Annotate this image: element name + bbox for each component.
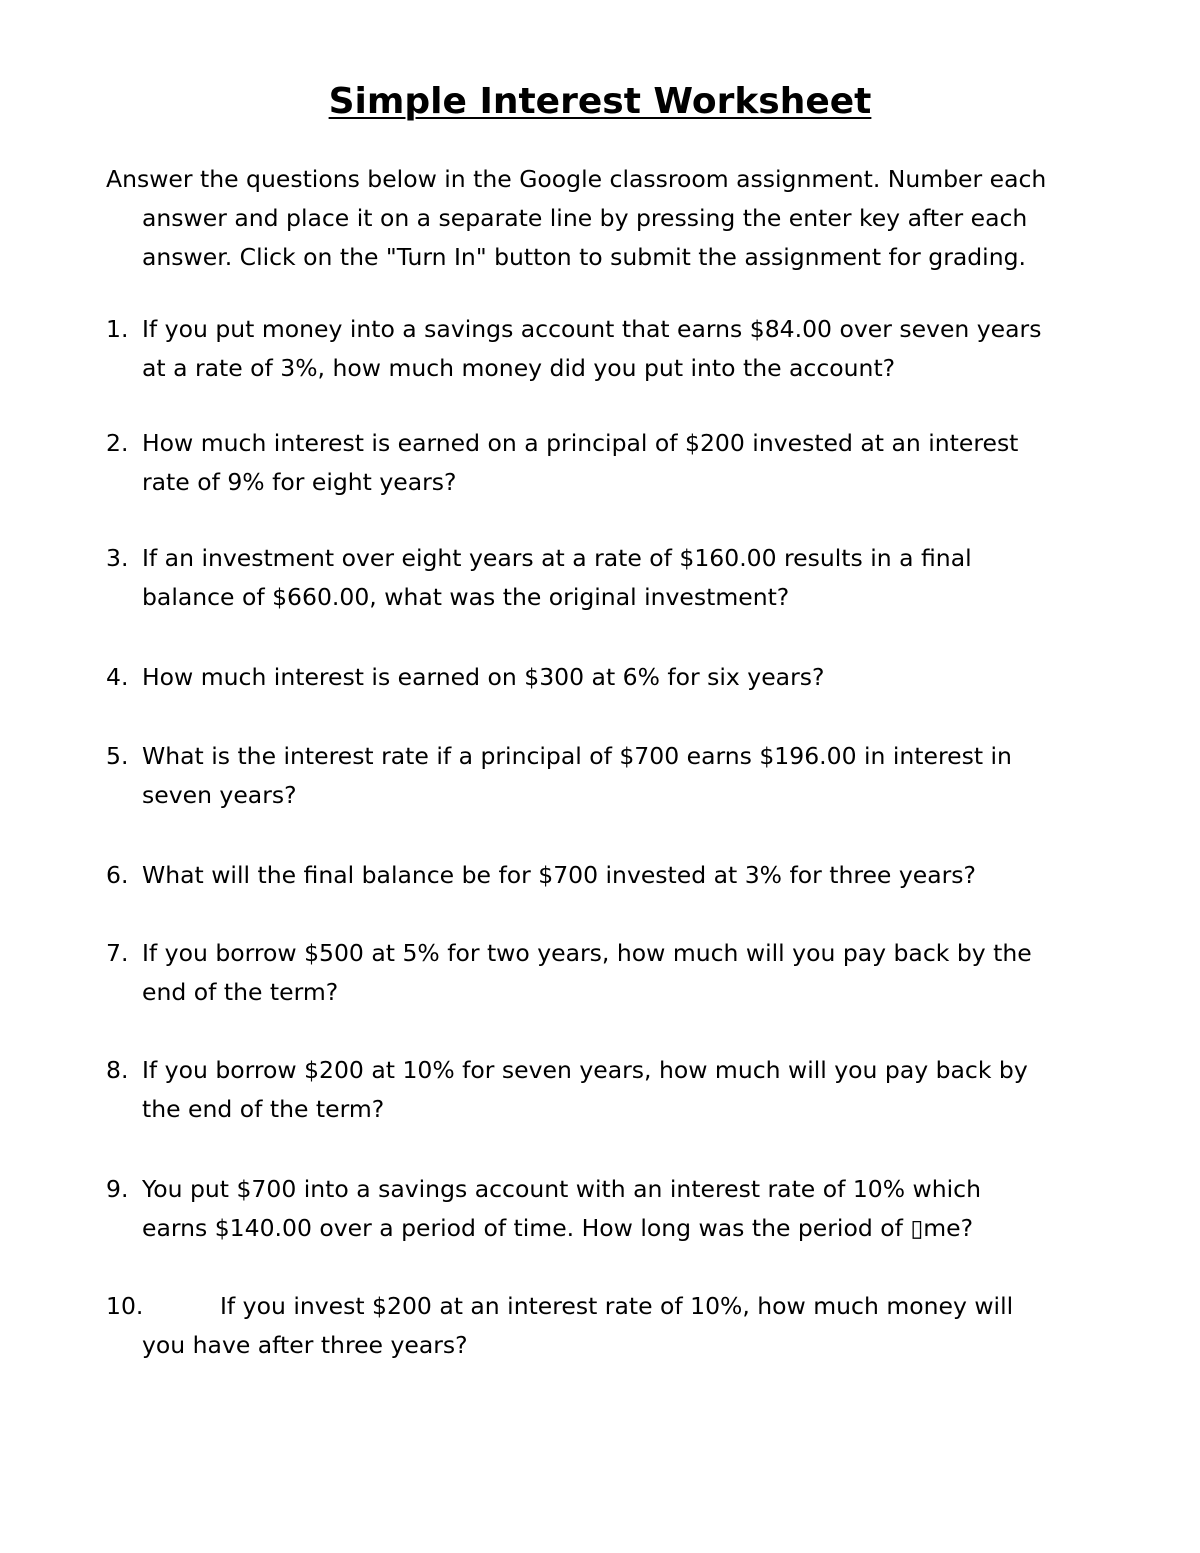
question-9 — [106, 1170, 1146, 1248]
question-number: 4. — [106, 663, 129, 691]
question-text-line-1: How much interest is earned on $300 at 6% for six years? — [142, 663, 825, 691]
question-number: 9. — [106, 1175, 129, 1203]
question-text-line-1: If you borrow $200 at 10% for seven years, how much will you pay back by — [142, 1056, 1028, 1084]
question-text-line-2: at a rate of 3%, how much money did you put into the account? — [142, 354, 896, 382]
question-text-line-2: rate of 9% for eight years? — [142, 468, 457, 496]
question-text-line-2: end of the term? — [142, 978, 339, 1006]
question-text-line-1: If you invest $200 at an interest rate of 10%, how much money will — [220, 1292, 1014, 1320]
question-text-line-1: What is the interest rate if a principal of $700 earns $196.00 in interest in — [142, 742, 1012, 770]
question-text-line-2: earns $140.00 over a period of time. How long was the period of ▯me? — [142, 1214, 974, 1242]
question-2 — [106, 424, 1146, 502]
instructions-line-1: Answer the questions below in the Google classroom assignment. Number each — [106, 165, 1047, 193]
question-8 — [106, 1051, 1146, 1129]
question-number: 7. — [106, 939, 129, 967]
question-number: 8. — [106, 1056, 129, 1084]
question-text-line-1: If you put money into a savings account that earns $84.00 over seven years — [142, 315, 1042, 343]
instructions-paragraph — [106, 160, 1136, 277]
question-text-line-1: How much interest is earned on a principal of $200 invested at an interest — [142, 429, 1019, 457]
question-text-line-1: You put $700 into a savings account with an interest rate of 10% which — [142, 1175, 982, 1203]
question-text-line-1: If you borrow $500 at 5% for two years, how much will you pay back by the — [142, 939, 1032, 967]
question-number: 10. — [106, 1292, 144, 1320]
question-text-line-1: If an investment over eight years at a rate of $160.00 results in a final — [142, 544, 972, 572]
question-text-line-2: you have after three years? — [142, 1331, 468, 1359]
question-4 — [106, 658, 1146, 697]
question-text-line-2: the end of the term? — [142, 1095, 385, 1123]
question-number: 6. — [106, 861, 129, 889]
question-1 — [106, 310, 1146, 388]
question-6 — [106, 856, 1146, 895]
question-5 — [106, 737, 1146, 815]
question-text-line-2: balance of $660.00, what was the original investment? — [142, 583, 790, 611]
page-title — [0, 78, 1200, 126]
question-10 — [106, 1287, 1146, 1365]
instructions-line-3: answer. Click on the "Turn In" button to submit the assignment for grading. — [142, 243, 1026, 271]
instructions-line-2: answer and place it on a separate line by pressing the enter key after each — [142, 204, 1028, 232]
question-3 — [106, 539, 1146, 617]
question-number: 1. — [106, 315, 129, 343]
question-7 — [106, 934, 1146, 1012]
question-number: 2. — [106, 429, 129, 457]
question-text-line-2: seven years? — [142, 781, 297, 809]
page-title-text: Simple Interest Worksheet — [328, 81, 872, 122]
question-number: 5. — [106, 742, 129, 770]
question-number: 3. — [106, 544, 129, 572]
question-text-line-1: What will the final balance be for $700 invested at 3% for three years? — [142, 861, 977, 889]
